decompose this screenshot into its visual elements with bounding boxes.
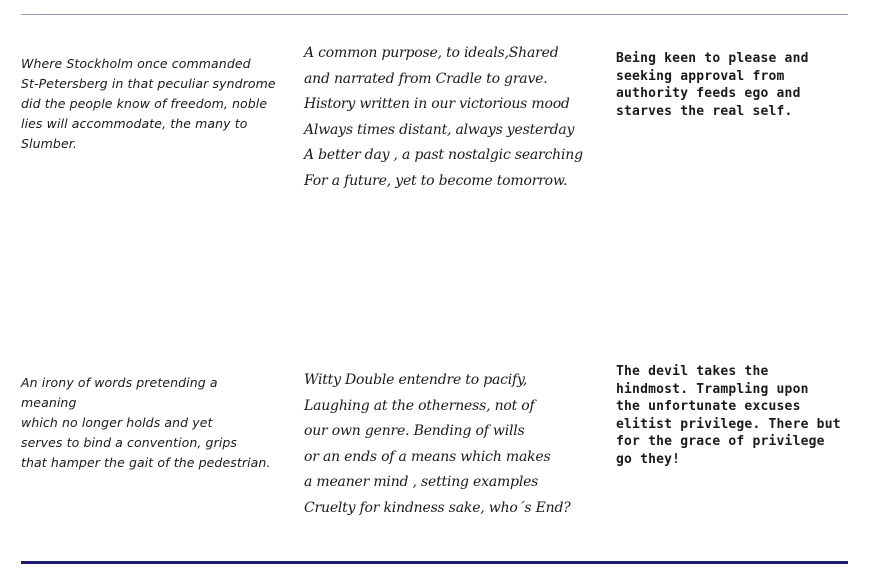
poem-line: An irony of words pretending a	[21, 375, 218, 390]
poem-line: Slumber.	[21, 136, 77, 151]
poem-bottom-right	[616, 363, 841, 468]
poem-line: meaning	[21, 395, 77, 410]
poem-line: authority feeds ego and	[616, 86, 801, 101]
poem-line: serves to bind a convention, grips	[21, 435, 238, 450]
poem-top-middle	[304, 41, 583, 194]
poem-line: Being keen to please and	[616, 51, 809, 66]
poem-line: hindmost. Trampling upon	[616, 381, 809, 397]
poem-top-left	[21, 54, 276, 154]
poem-line: The devil takes the	[616, 364, 769, 379]
poem-line: Laughing at the otherness, not of	[304, 397, 535, 414]
poem-line: or an ends of a means which makes	[304, 448, 551, 465]
poem-line: seeking approval from	[616, 68, 785, 84]
poem-line: Always times distant, always yesterday	[304, 121, 575, 138]
poem-line: our own genre. Bending of wills	[304, 423, 525, 439]
poem-line: which no longer holds and yet	[21, 415, 213, 430]
poem-bottom-middle	[304, 368, 571, 521]
poem-line: for the grace of privilege	[616, 434, 825, 449]
poem-line: Cruelty for kindness sake, who´s End?	[304, 499, 571, 516]
poem-line: For a future, yet to become tomorrow.	[304, 172, 568, 189]
poem-line: a meaner mind , setting examples	[304, 474, 539, 490]
poem-line: go they!	[616, 451, 681, 467]
poem-line: that hamper the gait of the pedestrian.	[21, 455, 271, 470]
poem-line: A better day , a past nostalgic searching	[304, 147, 583, 163]
bottom-rule	[21, 561, 848, 564]
poem-line: History written in our victorious mood	[304, 96, 570, 112]
poem-line: A common purpose, to ideals,Shared	[304, 45, 559, 61]
poem-line: and narrated from Cradle to grave.	[304, 70, 548, 87]
poem-line: the unfortunate excuses	[616, 399, 801, 414]
poem-line: elitist privilege. There but	[616, 416, 841, 432]
poem-line: Witty Double entendre to pacify,	[304, 372, 528, 388]
poem-line: Where Stockholm once commanded	[21, 56, 251, 71]
top-rule	[21, 14, 848, 15]
poem-line: St-Petersberg in that peculiar syndrome	[21, 76, 276, 91]
poem-top-right	[616, 50, 809, 120]
poem-line: lies will accommodate, the many to	[21, 116, 248, 131]
poem-bottom-left	[21, 373, 271, 473]
poem-line: starves the real self.	[616, 103, 793, 119]
poem-line: did the people know of freedom, noble	[21, 96, 268, 111]
